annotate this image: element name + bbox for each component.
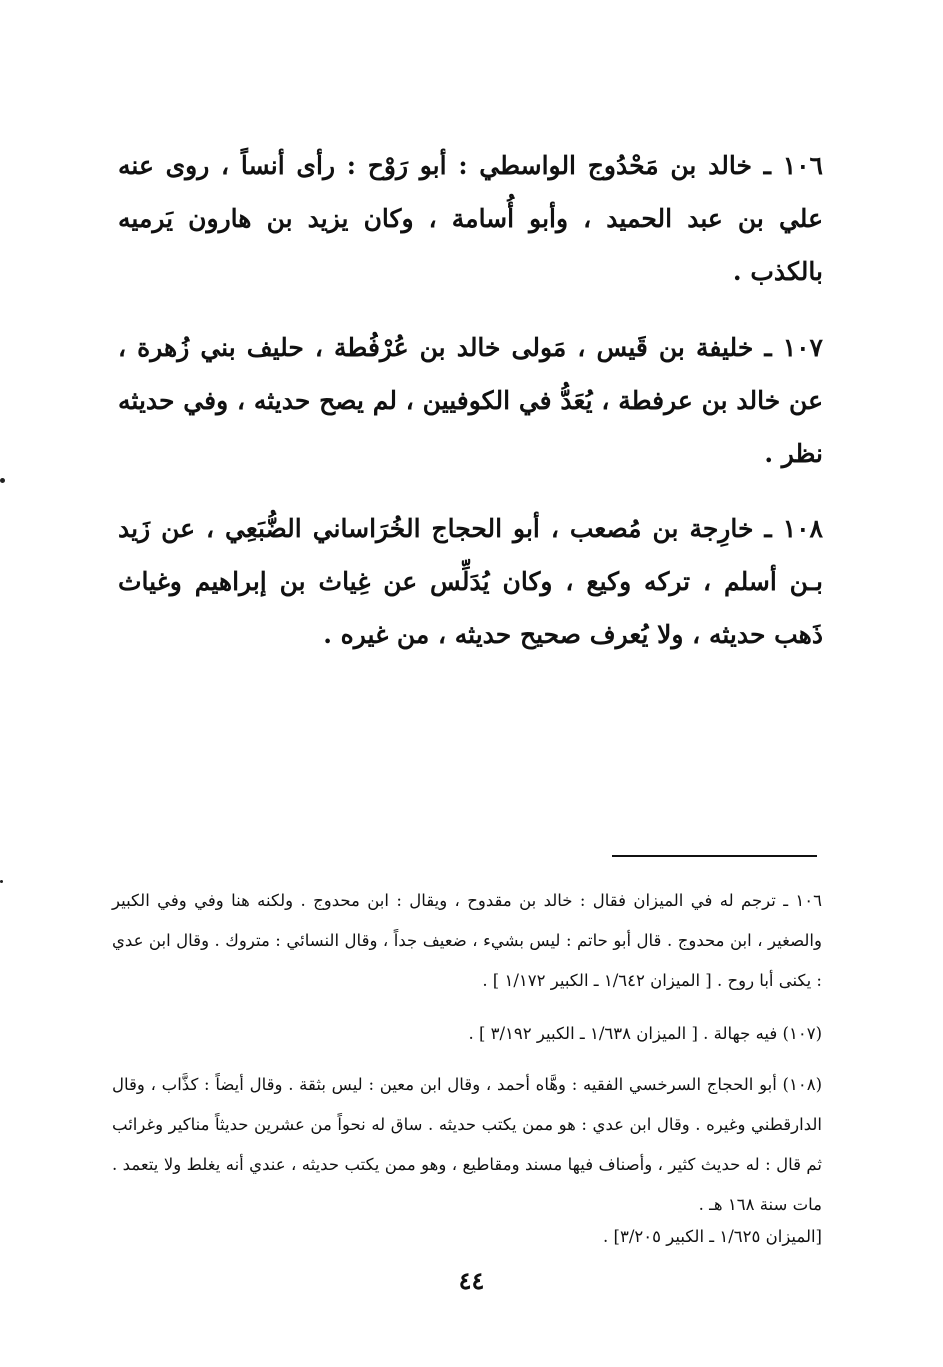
entry-107: ١٠٧ ـ خليفة بن قَيس ، مَولى خالد بن عُرْفُطة ، حليف بني زُهرة ، عن خالد بن عرفطة ، يُعَدُّ في الكوفيين ، لم يصح حديثه ، وفي حديثه نظر . — [118, 333, 823, 468]
margin-mark — [0, 880, 3, 883]
margin-mark — [0, 478, 5, 483]
entry-108: ١٠٨ ـ خارِجة بن مُصعب ، أبو الحجاج الخُرَاساني الضُّبَعِي ، عن زَيد بـن أسلم ، تركه وكيع ، وكان يُدَلِّس عن غِياث بن إبراهيم وغياث ذَهب حديثه ، ولا يُعرف صحيح حديثه ، من غيره . — [118, 514, 823, 649]
footnote-108: (١٠٨) أبو الحجاج السرخسي الفقيه : وهَّاه أحمد ، وقال ابن معين : ليس بثقة . وقال أيضاً : كذَّاب ، وقال الدارقطني وغيره . وقال ابن عدي : هو ممن يكتب حديثه . ساق له نحواً من عشرين حديثاً مناكير وغرائب ثم قال : له حديث كثير ، وأصناف فيها مسند ومقاطيع ، وهو ممن يكتب حديثه ، عندي أنه يغلط ولا يتعمد . مات سنة ١٦٨ هـ . — [112, 1074, 822, 1214]
footnote-107: (١٠٧) فيه جهالة . [ الميزان ١/٦٣٨ ـ الكبير ٣/١٩٢ ] . — [468, 1023, 822, 1043]
footnote-108-citation: [الميزان ١/٦٢٥ ـ الكبير ٣/٢٠٥] . — [603, 1226, 822, 1246]
footnote-separator — [612, 855, 817, 857]
page-number: ٤٤ — [458, 1266, 485, 1295]
entry-106: ١٠٦ ـ خالد بن مَحْدُوج الواسطي : أبو رَوْح : رأى أنساً ، روى عنه علي بن عبد الحميد ، وأبو أُسامة ، وكان يزيد بن هارون يَرميه بالكذب . — [118, 151, 823, 286]
footnote-106: ١٠٦ ـ ترجم له في الميزان فقال : خالد بن مقدوح ، ويقال : ابن محدوج . ولكنه هنا وفي وفي الكبير والصغير ، ابن محدوج . قال أبو حاتم : ليس بشيء ، ضعيف جداً ، وقال النسائي : متروك . وقال ابن عدي : يكنى أبا روح . [ الميزان ١/٦٤٢ ـ الكبير ١/١٧٢ ] . — [112, 890, 822, 990]
